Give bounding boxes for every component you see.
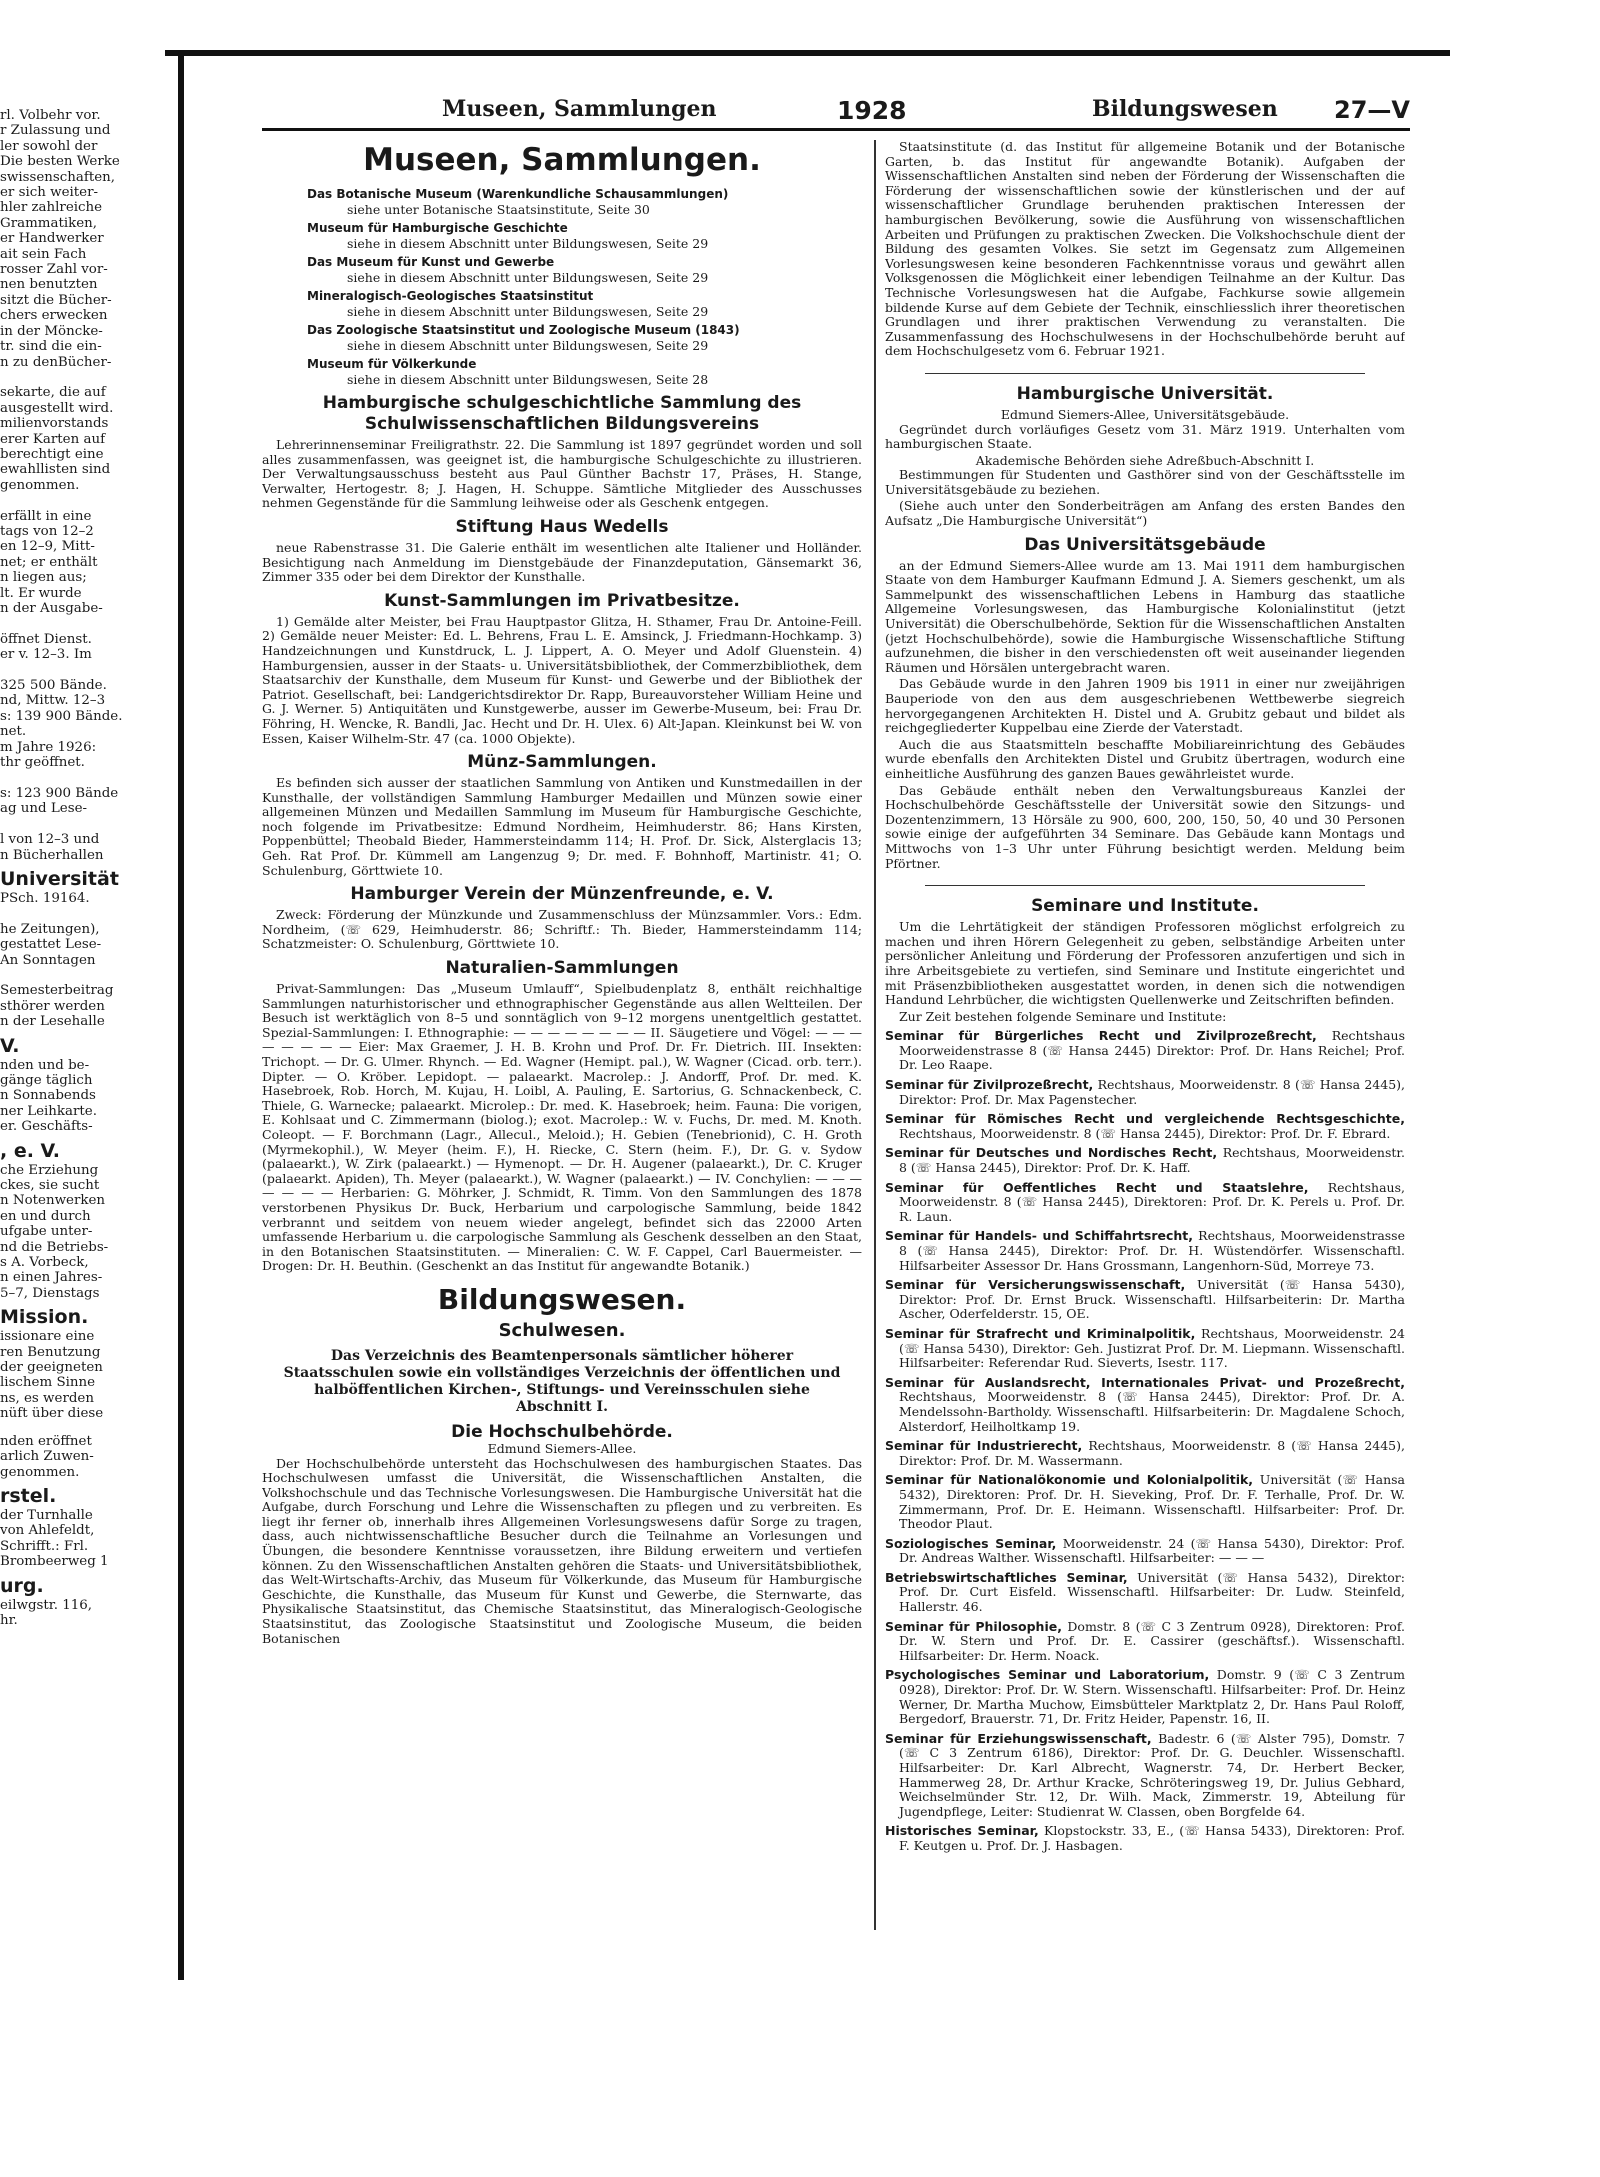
left-fragment-line: gestattet Lese- (0, 937, 102, 953)
left-fragment-line: von Ahlefeldt, (0, 1523, 95, 1539)
seminar-entry (885, 1620, 1405, 1664)
seminar-list (885, 1029, 1405, 1853)
left-fragment-line: r Zulassung und (0, 123, 111, 139)
header-section-right: Bildungswesen (1092, 96, 1278, 122)
left-fragment-line: erer Karten auf (0, 431, 106, 447)
left-fragment-line: net; er enthält (0, 554, 98, 570)
seminar-name: Psychologisches Seminar und Laboratorium, (885, 1667, 1210, 1683)
hochschulbehoerde-title: Die Hochschulbehörde. (451, 1421, 673, 1442)
header-section-left: Museen, Sammlungen (442, 96, 717, 122)
left-fragment-line: milienvorstands (0, 416, 109, 432)
universitaet-authorities: Akademische Behörden siehe Adreßbuch-Abschnitt I. (975, 452, 1315, 468)
page-header (262, 96, 1410, 131)
schulwesen-subtitle: Schulwesen. (498, 1319, 626, 1341)
left-fragment-line: sthörer werden (0, 998, 105, 1014)
left-fragment-line (0, 493, 175, 508)
gebaeude-text-4: Das Gebäude enthält neben den Verwaltungsbureaus Kanzlei der Hochschulbehörde Geschäftsstelle der Universität sowie den Sitzungs- und Dozentenzimmern, 13 Hörsäle zu 900, 600, 200, 150, 50, 40 und 30 Personen sowie einige der aufgeführten 34 Seminare. Das Gebäude kann Montags und Mittwochs von 1–3 Uhr unter Führung besichtigt werden. Meldung beim Pförtner. (885, 782, 1405, 871)
seminar-name: Soziologisches Seminar, (885, 1535, 1057, 1551)
left-fragment-line: chers erwecken (0, 308, 108, 324)
left-fragment-line: tr. sind die ein- (0, 339, 102, 355)
seminar-name: Seminar für Handels- und Schiffahrtsrecht, (885, 1228, 1194, 1244)
left-fragment-line: tags von 12–2 (0, 523, 94, 539)
natur-text: Privat-Sammlungen: Das „Museum Umlauff“, Spielbudenplatz 8, enthält reichhaltige Sammlungen naturhistorischer und ethnographischer Gegenstände aus allen Weltteilen. Der Besuch ist werktäglich von 8–5 und sonntäglich von 9–12 morgens unentgeltlich gestattet. Spezial-Sammlungen: I. Ethnographie: — — — — — — — — II. Säugetiere und Vögel: — — — — — — — — Eier: Max Graemer, J. H. B. Krohn und Prof. Dr. Fr. Dietrich. III. Insekten: Trichopt. — Dr. G. Ulmer. Rhynch. — Ed. Wagner (Hemipt. pal.), W. Wagner (Cicad. orb. terr.). Dipter. — O. Kröber. Lepidopt. — palaearkt. Macrolep.: J. Andorff, Prof. Dr. med. K. Hasebroek, Rob. Horch, M. Kujau, H. Loibl, A. Pauling, E. Sartorius, G. Schnackenbeck, C. Thiele, G. Warnecke; palaearkt. Microlep.: Dr. med. K. Hasebroek; heim. Fauna: Die vorigen, E. Kohlsaat und C. Zimmermann (biolog.); exot. Macrolep.: W. v. Fuchs, Dr. med. M. Knoth. Coleopt. — F. Borchmann (Lagr., Allecul., Meloid.); H. Gebien (Tenebrionid), C. H. Groth (Myrmekophil.), W. Meyer (heim. F.), H. Riecke, C. Stern (heim. F.), Dr. G. v. Sydow (palaearkt.), W. Zirk (palaearkt.) — Hymenopt. — Dr. H. Augener (palaearkt.), Dr. C. Kruger (palaearkt. Apiden), Th. Meyer (palaearkt.), W. Wagner (palaearkt.) — IV. Conchylien: — — — — — — — Herbarien: G. Möhrker, J. Schmidt, R. Timm. Von den Sammlungen des 1878 verstorbenen Physikus Dr. Buck, Herbarium und carpologische Sammlung, beide 1842 verbrannt und seitdem von neuem wieder angelegt, befindet sich das 22000 Arten umfassende Herbarium u. die carpologische Sammlung als Geschenk desselben an den Staat, in den Botanischen Staatsinstituten. — Mineralien: C. W. F. Cappel, Carl Bauermeister. — Drogen: Dr. H. Beuthin. (Geschenkt an das Institut für angewandte Botanik.) (262, 981, 862, 1274)
left-fragment-line: rosser Zahl vor- (0, 262, 108, 278)
gebaeude-text-2: Das Gebäude wurde in den Jahren 1909 bis 1911 in einer nur zweijährigen Bauperiode von den aus dem ausgeschriebenen Wettbewerbe siegreich hervorgegangenen Architekten H. Distel und A. Grubitz gebaut und bildet als reichgegliederter Kuppelbau eine Zierde der Vaterstadt. (885, 676, 1405, 736)
seminar-entry (885, 1029, 1405, 1073)
museum-entry (262, 220, 862, 251)
left-fragment-line (0, 616, 175, 631)
gebaeude-text-1: an der Edmund Siemers-Allee wurde am 13. Mai 1911 dem hamburgischen Staate von dem Hamburger Kaufmann Edmund J. A. Siemers geschenkt, um als Sammelpunkt des wissenschaftlichen Lebens in Hamburg das staatliche Allgemeine Vorlesungswesen, das Hamburgische Kolonialinstitut (jetzt Universität) die Oberschulbehörde, Sektion für die Wissenschaftlichen Anstalten (jetzt Hochschulbehörde), sowie die Hamburgische Wissenschaftliche Stiftung aufzunehmen, die bisher in den verschiedensten oft weit auseinander liegenden Räumen und Hörsälen untergebracht waren. (885, 557, 1405, 675)
museum-name: Museum für Hamburgische Geschichte (307, 221, 568, 235)
scan-frame-left (178, 50, 184, 1980)
seminar-name: Seminar für Versicherungswissenschaft, (885, 1277, 1186, 1293)
left-fragment-line (0, 817, 175, 832)
seminar-name: Seminar für Philosophie, (885, 1618, 1062, 1634)
left-fragment-line: Die besten Werke (0, 154, 120, 170)
seminar-name: Seminar für Oeffentliches Recht und Staatslehre, (885, 1179, 1309, 1195)
seminar-entry (885, 1439, 1405, 1468)
left-fragment-line: ckes, sie sucht (0, 1178, 100, 1193)
left-fragment-line: er Handwerker (0, 231, 104, 247)
left-fragment-line: in der Möncke- (0, 323, 103, 339)
left-fragment-line: ren Benutzung (0, 1344, 101, 1360)
museum-reference: siehe unter Botanische Staatsinstitute, Seite 30 (347, 202, 650, 217)
left-fragment-line: ewahllisten sind (0, 462, 111, 478)
schulwesen-notice: Das Verzeichnis des Beamtenpersonals sämtlicher höherer Staatsschulen sowie ein vollständiges Verzeichnis der öffentlichen und halböffentlichen Kirchen-, Stiftungs- und Vereinsschulen siehe Abschnitt I. (283, 1347, 841, 1415)
left-fragment-line: n Sonnabends (0, 1088, 96, 1104)
left-fragment-line: Schrifft.: Frl. (0, 1538, 89, 1554)
left-fragment-line: PSch. 19164. (0, 890, 90, 906)
seminar-details: Rechtshaus, Moorweidenstr. 8 (☏ Hansa 2445), Direktoren: Prof. Dr. K. Perels u. Prof. Dr. R. Laun. (899, 1179, 1405, 1224)
scan-frame-top (165, 50, 1450, 56)
left-fragment-line: ns, es werden (0, 1390, 94, 1406)
universitaet-founded: Gegründet durch vorläufiges Gesetz vom 31. März 1919. Unterhalten vom hamburgischen Staate. (885, 421, 1405, 452)
museum-entry (262, 254, 862, 285)
schul-sammlung-text: Lehrerinnenseminar Freiligrathstr. 22. Die Sammlung ist 1897 gegründet worden und soll alles zusammenfassen, was geeignet ist, die hamburgische Schulgeschichte zu illustrieren. Der Verwaltungsausschuss besteht aus Paul Günther Bachstr 17, Präses, H. Stange, Verwalter, Hertogestr. 8; J. Hagen, H. Schuppe. Sämtliche Mitglieder des Ausschusses nehmen Gegenstände für die Sammlung leihweise oder als Geschenk entgegen. (262, 437, 862, 511)
page-number: 27—V (1334, 96, 1410, 124)
left-fragment-line: sekarte, die auf (0, 385, 106, 401)
seminar-details: Rechtshaus, Moorweidenstr. 8 (☏ Hansa 2445), Direktor: Prof. Dr. A. Mendelssohn-Bartholdy. Wissenschaftl. Hilfsarbeiterin: Dr. Magdalene Schoch, Alsterdorf, Heilholtkamp 19. (899, 1389, 1405, 1434)
museum-entry (262, 322, 862, 353)
left-fragment-line: ner Leihkarte. (0, 1103, 97, 1119)
hochschulbehoerde-text: Der Hochschulbehörde untersteht das Hochschulwesen des hamburgischen Staates. Das Hochschulwesen umfasst die Universität, die Wissenschaftlichen Anstalten, die Volkshochschule und das Technische Vorlesungswesen. Die Hamburgische Universität hat die Aufgabe, durch Forschung und Lehre die Wissenschaften zu pflegen und zu verbreiten. Es liegt ihr ferner ob, innerhalb ihres Allgemeinen Vorlesungswesens dafür Sorge zu tragen, dass, auch nichtwissenschaftliche Besucher durch die Teilnahme an Vorlesungen und Übungen, die besondere Kenntnisse voraussetzen, ihre Bildung erweitern und vertiefen können. Zu den Wissenschaftlichen Anstalten gehören die Staats- und Universitätsbibliothek, das Welt-Wirtschafts-Archiv, das Museum für Völkerkunde, das Museum für Hamburgische Geschichte, die Kunsthalle, das Museum für Kunst und Gewerbe, die Sternwarte, das Physikalische Staatsinstitut, das Chemische Staatsinstitut, das Mineralogisch-Geologische Staatsinstitut, das Zoologische Staatsinstitut und Zoologische Museum, die beiden Botanischen (262, 1455, 862, 1646)
left-fragment-line: n Notenwerken (0, 1193, 106, 1209)
middle-column (262, 140, 862, 1930)
seminar-details: Moorweidenstr. 24 (☏ Hansa 5430), Direktor: Prof. Dr. Andreas Walther. Wissenschaftl. Hilfsarbeiter: — — — (899, 1535, 1405, 1566)
left-fragment-line: ait sein Fach (0, 246, 87, 262)
seminar-details: Rechtshaus Moorweidenstrasse 8 (☏ Hansa 2445) Direktor: Prof. Dr. Hans Reichel; Prof. Dr. Leo Raape. (899, 1028, 1405, 1073)
seminar-name: Seminar für Erziehungswissenschaft, (885, 1730, 1152, 1746)
seminar-details: Universität (☏ Hansa 5432), Direktor: Prof. Dr. Curt Eisfeld. Wissenschaftl. Hilfsarbeiter: Dr. Ludw. Steinfeld, Hallerstr. 46. (899, 1569, 1405, 1615)
museum-reference: siehe in diesem Abschnitt unter Bildungswesen, Seite 29 (347, 270, 709, 285)
left-fragment-line: rl. Volbehr vor. (0, 108, 101, 123)
left-page-fragment (0, 108, 175, 1928)
gebaeude-title: Das Universitätsgebäude (1024, 534, 1266, 555)
left-fragment-line: ler sowohl der (0, 138, 98, 154)
seminar-entry (885, 1112, 1405, 1141)
museum-entry (262, 186, 862, 217)
seminar-entry (885, 1668, 1405, 1726)
wedells-title: Stiftung Haus Wedells (455, 516, 669, 537)
left-fragment-line: he Zeitungen), (0, 921, 100, 937)
left-fragment-line: swissenschaften, (0, 169, 116, 185)
universitaet-address: Edmund Siemers-Allee, Universitätsgebäude. (1000, 406, 1290, 422)
seminar-name: Seminar für Bürgerliches Recht und Zivilprozeßrecht, (885, 1028, 1317, 1044)
seminar-entry (885, 1181, 1405, 1225)
left-fragment-line: genommen. (0, 477, 80, 493)
museum-name: Das Botanische Museum (Warenkundliche Schausammlungen) (307, 187, 729, 201)
section-divider (925, 885, 1365, 886)
museum-reference: siehe in diesem Abschnitt unter Bildungswesen, Seite 28 (347, 372, 709, 387)
museen-title: Museen, Sammlungen. (363, 142, 761, 178)
seminar-name: Seminar für Nationalökonomie und Kolonialpolitik, (885, 1472, 1254, 1488)
left-fragment-line: er sich weiter- (0, 185, 99, 201)
left-fragment-line: n Bücherhallen (0, 847, 104, 863)
left-fragment-line: öffnet Dienst. (0, 631, 92, 647)
museum-name: Das Zoologische Staatsinstitut und Zoologische Museum (1843) (307, 323, 740, 337)
left-fragment-line: 5–7, Dienstags (0, 1285, 100, 1301)
left-fragment-line: sitzt die Bücher- (0, 292, 112, 308)
seminar-name: Seminar für Deutsches und Nordisches Recht, (885, 1145, 1218, 1161)
seminar-entry (885, 1824, 1405, 1853)
seminar-name: Seminar für Auslandsrecht, Internationales Privat- und Prozeßrecht, (885, 1374, 1405, 1390)
left-fragment-line: nden und be- (0, 1057, 90, 1073)
museum-name: Das Museum für Kunst und Gewerbe (307, 255, 555, 269)
left-fragment-line: Semesterbeitrag (0, 983, 114, 999)
left-fragment-line: eilwgstr. 116, (0, 1597, 93, 1613)
left-fragment-line: An Sonntagen (0, 952, 96, 968)
left-fragment-line: s: 139 900 Bände. (0, 708, 123, 724)
left-fragment-line: lt. Er wurde (0, 585, 82, 601)
seminar-name: Seminar für Zivilprozeßrecht, (885, 1077, 1094, 1093)
left-fragment-line: er. Geschäfts- (0, 1119, 93, 1135)
seminar-details: Universität (☏ Hansa 5430), Direktor: Prof. Dr. Ernst Bruck. Wissenschaftl. Hilfsarbeiterin: Dr. Martha Ascher, Oderfelderstr. 15, OE. (899, 1277, 1405, 1322)
left-fragment-line: hr. (0, 1612, 18, 1628)
universitaet-see-also: (Siehe auch unter den Sonderbeiträgen am Anfang des ersten Bandes den Aufsatz „Die Hamburgische Universität“) (885, 498, 1405, 529)
gebaeude-text-3: Auch die aus Staatsmitteln beschaffte Mobiliareinrichtung des Gebäudes wurde ebenfalls den Architekten Distel und Grubitz übertragen, wodurch eine einheitliche Ausführung des ganzen Baues gewährleistet wurde. (885, 736, 1405, 781)
left-fragment-line: hler zahlreiche (0, 200, 103, 216)
seminar-details: Badestr. 6 (☏ Alster 795), Domstr. 7 (☏ C 3 Zentrum 6186), Direktor: Prof. Dr. G. Deuchler. Wissenschaftl. Hilfsarbeiter: Dr. Karl Albrecht, Wagnerstr. 74, Dr. Herbert Becker, Hammerweg 28, Dr. Arthur Kracke, Schröteringsweg 19, Dr. Julius Gebhard, Weichselmünder Str. 12, Dr. Wilh. Mack, Zimmerstr. 19, Abteilung für Jugendpflege, Leiter: Studienrat W. Classen, oben Borgfelde 64. (899, 1730, 1405, 1819)
left-fragment-line (0, 770, 175, 785)
seminar-entry (885, 1278, 1405, 1322)
left-heading-universitaet: Universität (0, 867, 119, 890)
seminar-details: Domstr. 9 (☏ C 3 Zentrum 0928), Direktor: Prof. Dr. W. Stern. Wissenschaftl. Hilfsarbeiter: Prof. Dr. Heinz Werner, Dr. Martha Muchow, Eimsbütteler Marktplatz 2, Dr. Hans Paul Roloff, Bergedorf, Brauerstr. 71, Dr. Fritz Heider, Papenstr. 16, II. (899, 1667, 1405, 1727)
left-heading-ev: , e. V. (0, 1139, 61, 1162)
left-fragment-line: nd, Mittw. 12–3 (0, 693, 106, 709)
muenz-title: Münz-Sammlungen. (467, 752, 657, 773)
left-fragment-line: en und durch (0, 1208, 91, 1224)
left-fragment-line: n der Ausgabe- (0, 601, 103, 616)
left-fragment-line: m Jahre 1926: (0, 739, 97, 755)
left-heading-v: V. (0, 1034, 20, 1057)
schul-sammlung-title: Hamburgische schulgeschichtliche Sammlung des Schulwissenschaftlichen Bildungsvereins (322, 393, 802, 434)
seminare-intro: Um die Lehrtätigkeit der ständigen Professoren möglichst erfolgreich zu machen und ihren Hörern Gelegenheit zu geben, selbständige Arbeiten unter persönlicher Anleitung und Förderung der Professoren anzufertigen und sich in ihre Arbeitsgebiete zu vertiefen, sind Seminare und Institute eingerichtet und mit Präsenzbibliotheken ausgestattet worden, in denen sich die notwendigen Handund Lehrbücher, die wichtigsten Quellenwerke und Zeitschriften befinden. (885, 919, 1405, 1008)
left-fragment-line: l von 12–3 und (0, 832, 100, 848)
left-fragment-line: erfällt in eine (0, 508, 92, 524)
wedells-text: neue Rabenstrasse 31. Die Galerie enthält im wesentlichen alte Italiener und Holländer. Besichtigung nach Anmeldung im Dienstgebäude der Finanzdeputation, Gänsemarkt 36, Zimmer 335 oder bei dem Direktor der Kunsthalle. (262, 539, 862, 585)
museum-name: Museum für Völkerkunde (307, 357, 477, 371)
museum-reference: siehe in diesem Abschnitt unter Bildungswesen, Seite 29 (347, 236, 709, 251)
left-fragment-line: arlich Zuwen- (0, 1449, 94, 1465)
left-fragment-line: 325 500 Bände. (0, 678, 107, 694)
left-fragment-line: net. (0, 724, 27, 740)
left-fragment-line (0, 906, 175, 921)
left-fragment-line: der Turnhalle (0, 1507, 93, 1523)
museum-name: Mineralogisch-Geologisches Staatsinstitut (307, 289, 594, 303)
seminar-entry (885, 1732, 1405, 1820)
seminar-details: Rechtshaus, Moorweidenstr. 8 (☏ Hansa 2445), Direktor: Prof. Dr. F. Ebrard. (899, 1125, 1391, 1141)
left-fragment-line: nden eröffnet (0, 1433, 92, 1449)
museum-entry (262, 288, 862, 319)
seminar-entry (885, 1537, 1405, 1566)
left-fragment-line: issionare eine (0, 1329, 95, 1345)
seminar-name: Historisches Seminar, (885, 1823, 1039, 1839)
universitaet-rules: Bestimmungen für Studenten und Gasthörer sind von der Geschäftsstelle im Universitätsgebäude zu beziehen. (885, 467, 1405, 497)
seminar-entry (885, 1229, 1405, 1273)
seminar-entry (885, 1571, 1405, 1615)
left-fragment-line: n einen Jahres- (0, 1270, 103, 1286)
left-fragment-line: ufgabe unter- (0, 1224, 93, 1240)
verein-title: Hamburger Verein der Münzenfreunde, e. V. (350, 884, 774, 905)
left-fragment-line: der geeigneten (0, 1360, 103, 1376)
bildungswesen-title: Bildungswesen. (437, 1282, 687, 1316)
left-heading-mission: Mission. (0, 1306, 89, 1329)
section-divider (925, 373, 1365, 374)
hochschulbehoerde-address: Edmund Siemers-Allee. (487, 1440, 637, 1456)
left-fragment-line: che Erziehung (0, 1162, 99, 1178)
left-fragment-line: gänge täglich (0, 1072, 93, 1088)
seminar-entry (885, 1376, 1405, 1434)
seminare-lead: Zur Zeit bestehen folgende Seminare und Institute: (899, 1008, 1227, 1024)
seminar-name: Seminar für Industrierecht, (885, 1438, 1083, 1454)
left-fragment-line: lischem Sinne (0, 1375, 96, 1391)
seminar-entry (885, 1078, 1405, 1107)
left-fragment-line: en 12–9, Mitt- (0, 539, 95, 555)
hochschul-continued-text: Staatsinstitute (d. das Institut für allgemeine Botanik und der Botanische Garten, b. das Institut für angewandte Botanik). Aufgaben der Wissenschaftlichen Anstalten sind neben der Förderung der Wissenschaften die Förderung der wissenschaftlichen sowie der künstlerischen und der auf wissenschaftlicher Grundlage beruhenden praktischen Interessen der hamburgischen Bevölkerung, sowie die Ausführung von wissenschaftlichen Arbeiten und Prüfungen zu praktischen Zwecken. Die Volkshochschule dient der Bildung des gesamten Volkes. Sie setzt im Gegensatz zum Allgemeinen Vorlesungswesen keine besonderen Fachkenntnisse voraus und gewährt allen Volksgenossen die Möglichkeit einer lebendigen Teilnahme an der Kultur. Das Technische Vorlesungswesen hat die Aufgabe, Fachkurse sowie allgemein bildende Kurse auf dem Gebiete der Technik, einschliesslich ihrer theoretischen Grundlagen und ihrer praktischen Verwendung zu veranstalten. Die Zusammenfassung des Hochschulwesens in der Hochschulbehörde beruht auf dem Hochschulgesetz vom 6. Februar 1921. (885, 140, 1405, 359)
left-fragment-line: n der Lesehalle (0, 1014, 105, 1030)
left-fragment-line: thr geöffnet. (0, 755, 85, 771)
left-fragment-line: s A. Vorbeck, (0, 1255, 89, 1271)
left-fragment-line: Grammatiken, (0, 215, 98, 231)
left-heading-urg: urg. (0, 1574, 44, 1597)
left-fragment-line: Brombeerweg 1 (0, 1554, 109, 1570)
kunst-text: 1) Gemälde alter Meister, bei Frau Hauptpastor Glitza, H. Sthamer, Frau Dr. Antoine-Feill. 2) Gemälde neuer Meister: Ed. L. Behrens, Frau L. E. Amsinck, J. Friedmann-Hochkamp. 3) Handzeichnungen und Kunstdruck, L. J. Lippert, A. O. Meyer und Adolf Gluenstein. 4) Hamburgensien, ausser in der Staats- u. Universitätsbibliothek, der Commerzbibliothek, dem Staatsarchiv der Kunsthalle, dem Museum für Kunst- und Gewerbe und der Bibliothek der Patriot. Gesellschaft, bei: Landgerichtsdirektor Dr. Rapp, Bureauvorsteher William Heine und G. J. Werner. 5) Antiquitäten und Kunstgewerbe, ausser im Gewerbe-Museum, bei: Frau Dr. Föhring, H. Wencke, R. Bandli, Jac. Hecht und Dr. H. Ulex. 6) Alt-Japan. Kleinkunst bei W. von Essen, Kaiser Wilhelm-Str. 47 (ca. 1000 Objekte). (262, 613, 862, 746)
kunst-title: Kunst-Sammlungen im Privatbesitze. (384, 590, 740, 611)
right-column (885, 140, 1405, 1940)
left-fragment-line (0, 968, 175, 983)
seminar-details: Rechtshaus, Moorweidenstr. 24 (☏ Hansa 5430), Direktor: Geh. Justizrat Prof. Dr. M. Liepmann. Wissenschaftl. Hilfsarbeiter: Referendar Rud. Sieverts, Isestr. 117. (899, 1325, 1405, 1371)
left-fragment-line: n liegen aus; (0, 570, 87, 586)
left-fragment-line: ausgestellt wird. (0, 400, 114, 416)
seminar-details: Rechtshaus, Moorweidenstr. 8 (☏ Hansa 2445), Direktor: Prof. Dr. Max Pagenstecher. (899, 1077, 1405, 1107)
natur-title: Naturalien-Sammlungen (445, 958, 679, 979)
seminare-title: Seminare und Institute. (1031, 896, 1259, 917)
seminar-details: Rechtshaus, Moorweidenstr. 8 (☏ Hansa 2445), Direktor: Prof. Dr. M. Wassermann. (899, 1438, 1405, 1468)
left-fragment-line: genommen. (0, 1464, 80, 1480)
left-fragment-line: s: 123 900 Bände (0, 785, 119, 801)
verein-text: Zweck: Förderung der Münzkunde und Zusammenschluss der Münzsammler. Vors.: Edm. Nordheim, (☏ 629, Heimhuderstr. 86; Schriftf.: Th. Bieder, Hammersteindamm 114; Schatzmeister: O. Schulenburg, Görttwiete 10. (262, 907, 862, 952)
universitaet-title: Hamburgische Universität. (1016, 383, 1274, 404)
left-fragment-line: nd die Betriebs- (0, 1239, 109, 1255)
seminar-entry (885, 1327, 1405, 1371)
seminar-entry (885, 1146, 1405, 1175)
seminar-details: Domstr. 8 (☏ C 3 Zentrum 0928), Direktoren: Prof. Dr. W. Stern und Prof. Dr. E. Cassirer (geschäftsf.). Wissenschaftl. Hilfsarbeiter: Dr. Herm. Noack. (899, 1618, 1405, 1663)
column-divider (874, 140, 876, 1930)
seminar-details: Universität (☏ Hansa 5432), Direktoren: Prof. Dr. H. Sieveking, Prof. Dr. F. Terhalle, Prof. Dr. W. Zimmermann, Prof. Dr. E. Heimann. Wissenschaftl. Hilfsarbeiter: Prof. Dr. Theodor Plaut. (899, 1472, 1405, 1532)
seminar-details: Rechtshaus, Moorweidenstrasse 8 (☏ Hansa 2445), Direktor: Prof. Dr. H. Wüstendörfer. Wissenschaftl. Hilfsarbeiter Assessor Dr. Hans Grossmann, Langenhorn-Süd, Morreye 73. (899, 1228, 1405, 1273)
header-year: 1928 (837, 96, 907, 125)
seminar-details: Klopstockstr. 33, E., (☏ Hansa 5433), Direktoren: Prof. F. Keutgen u. Prof. Dr. J. Hasbagen. (899, 1823, 1405, 1853)
left-fragment-line (0, 663, 175, 678)
museum-list (262, 186, 862, 387)
seminar-name: Seminar für Strafrecht und Kriminalpolitik, (885, 1325, 1196, 1341)
seminar-details: Rechtshaus, Moorweidenstr. 8 (☏ Hansa 2445), Direktor: Prof. Dr. K. Haff. (899, 1145, 1405, 1176)
left-fragment-line: nen benutzten (0, 277, 98, 293)
muenz-text: Es befinden sich ausser der staatlichen Sammlung von Antiken und Kunstmedaillen in der Kunsthalle, der vollständigen Sammlung Hamburger Medaillen und Münzen sowie einer allgemeinen Münzen und Medaillen Sammlung im Museum für Hamburgische Geschichte, noch folgende im Privatbesitze: Edmund Nordheim, Heimhuderstr. 86; Hans Kirsten, Poppenbüttel; Theobald Bieder, Hammersteindamm 114; H. Prof. Dr. Sick, Alsterglacis 13; Geh. Rat Prof. Dr. Kümmell am Langenzug 9; Dr. med. F. Bohnhoff, Martinistr. 41; O. Schulenburg, Görttwiete 10. (262, 775, 862, 878)
left-fragment-line: er v. 12–3. Im (0, 647, 92, 663)
museum-reference: siehe in diesem Abschnitt unter Bildungswesen, Seite 29 (347, 338, 709, 353)
left-fragment-line: ag und Lese- (0, 801, 88, 817)
seminar-name: Seminar für Römisches Recht und vergleichende Rechtsgeschichte, (885, 1111, 1405, 1127)
seminar-entry (885, 1473, 1405, 1531)
left-fragment-line (0, 370, 175, 385)
left-fragment-line: berechtigt eine (0, 446, 104, 462)
seminar-name: Betriebswirtschaftliches Seminar, (885, 1569, 1128, 1585)
museum-reference: siehe in diesem Abschnitt unter Bildungswesen, Seite 29 (347, 304, 709, 319)
left-fragment-line: n zu denBücher- (0, 354, 112, 370)
museum-entry (262, 356, 862, 387)
left-fragment-line: nüft über diese (0, 1406, 104, 1422)
left-heading-rstel: rstel. (0, 1484, 57, 1507)
